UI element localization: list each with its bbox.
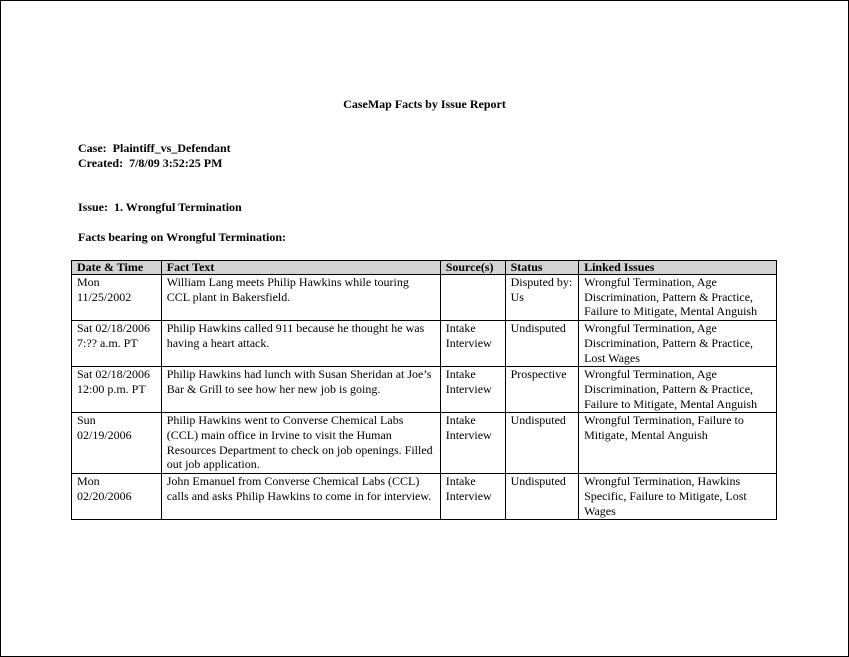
case-value: Plaintiff_vs_Defendant [112, 141, 231, 155]
source-cell: Intake Interview [440, 321, 505, 367]
source-cell: Intake Interview [440, 413, 505, 474]
fact-cell: Philip Hawkins called 911 because he thought he was having a heart attack. [161, 321, 440, 367]
linked-issues-cell: Wrongful Termination, Hawkins Specific, Failure to Mitigate, Lost Wages [579, 474, 777, 520]
header-sources: Source(s) [440, 261, 505, 275]
date-value: 02/19/2006 [77, 428, 132, 443]
table-row [72, 367, 777, 413]
date-value: 11/25/2002 [77, 289, 132, 304]
table-row [72, 474, 777, 520]
date-cell [72, 321, 162, 367]
status-cell: Prospective [505, 367, 579, 413]
header-status: Status [505, 261, 579, 275]
case-line [78, 141, 231, 156]
header-linked-issues: Linked Issues [579, 261, 777, 275]
date-value: 12:00 p.m. PT [77, 381, 146, 396]
table-header-row [72, 261, 777, 275]
created-label: Created: [78, 156, 124, 170]
date-value: 7:?? a.m. PT [77, 335, 138, 350]
source-cell: Intake Interview [440, 474, 505, 520]
status-cell: Disputed by: Us [505, 275, 579, 321]
date-day: Sat 02/18/2006 [77, 367, 151, 382]
header-date-time: Date & Time [72, 261, 162, 275]
table-row [72, 413, 777, 474]
date-day: Sat 02/18/2006 [77, 321, 151, 336]
fact-cell: William Lang meets Philip Hawkins while touring CCL plant in Bakersfield. [161, 275, 440, 321]
date-cell [72, 413, 162, 474]
date-day: Mon [77, 474, 100, 489]
issue-label: Issue: [78, 200, 109, 214]
date-cell [72, 367, 162, 413]
date-cell [72, 474, 162, 520]
created-value: 7/8/09 3:52:25 PM [129, 156, 223, 170]
fact-cell: John Emanuel from Converse Chemical Labs (CCL) calls and asks Philip Hawkins to come in for interview. [161, 474, 440, 520]
case-label: Case: [78, 141, 107, 155]
linked-issues-cell: Wrongful Termination, Age Discrimination, Pattern & Practice, Lost Wages [579, 321, 777, 367]
status-cell: Undisputed [505, 321, 579, 367]
source-cell [440, 275, 505, 321]
date-day: Sun [77, 413, 96, 428]
issue-line [78, 200, 242, 215]
date-value: 02/20/2006 [77, 488, 132, 503]
header-fact-text: Fact Text [161, 261, 440, 275]
created-line [78, 156, 222, 171]
linked-issues-cell: Wrongful Termination, Age Discrimination, Pattern & Practice, Failure to Mitigate, Mental Anguish [579, 275, 777, 321]
facts-heading: Facts bearing on Wrongful Termination: [78, 230, 287, 244]
fact-cell: Philip Hawkins had lunch with Susan Sheridan at Joe’s Bar & Grill to see how her new job is going. [161, 367, 440, 413]
issue-value: 1. Wrongful Termination [114, 200, 242, 214]
status-cell: Undisputed [505, 474, 579, 520]
table-row [72, 275, 777, 321]
fact-cell: Philip Hawkins went to Converse Chemical Labs (CCL) main office in Irvine to visit the Human Resources Department to check on job openings. Filled out job application. [161, 413, 440, 474]
linked-issues-cell: Wrongful Termination, Failure to Mitigate, Mental Anguish [579, 413, 777, 474]
table-row [72, 321, 777, 367]
linked-issues-cell: Wrongful Termination, Age Discrimination, Pattern & Practice, Failure to Mitigate, Mental Anguish [579, 367, 777, 413]
status-cell: Undisputed [505, 413, 579, 474]
facts-table [71, 260, 777, 520]
source-cell: Intake Interview [440, 367, 505, 413]
date-cell [72, 275, 162, 321]
date-day: Mon [77, 275, 100, 289]
report-title: CaseMap Facts by Issue Report [343, 97, 506, 111]
